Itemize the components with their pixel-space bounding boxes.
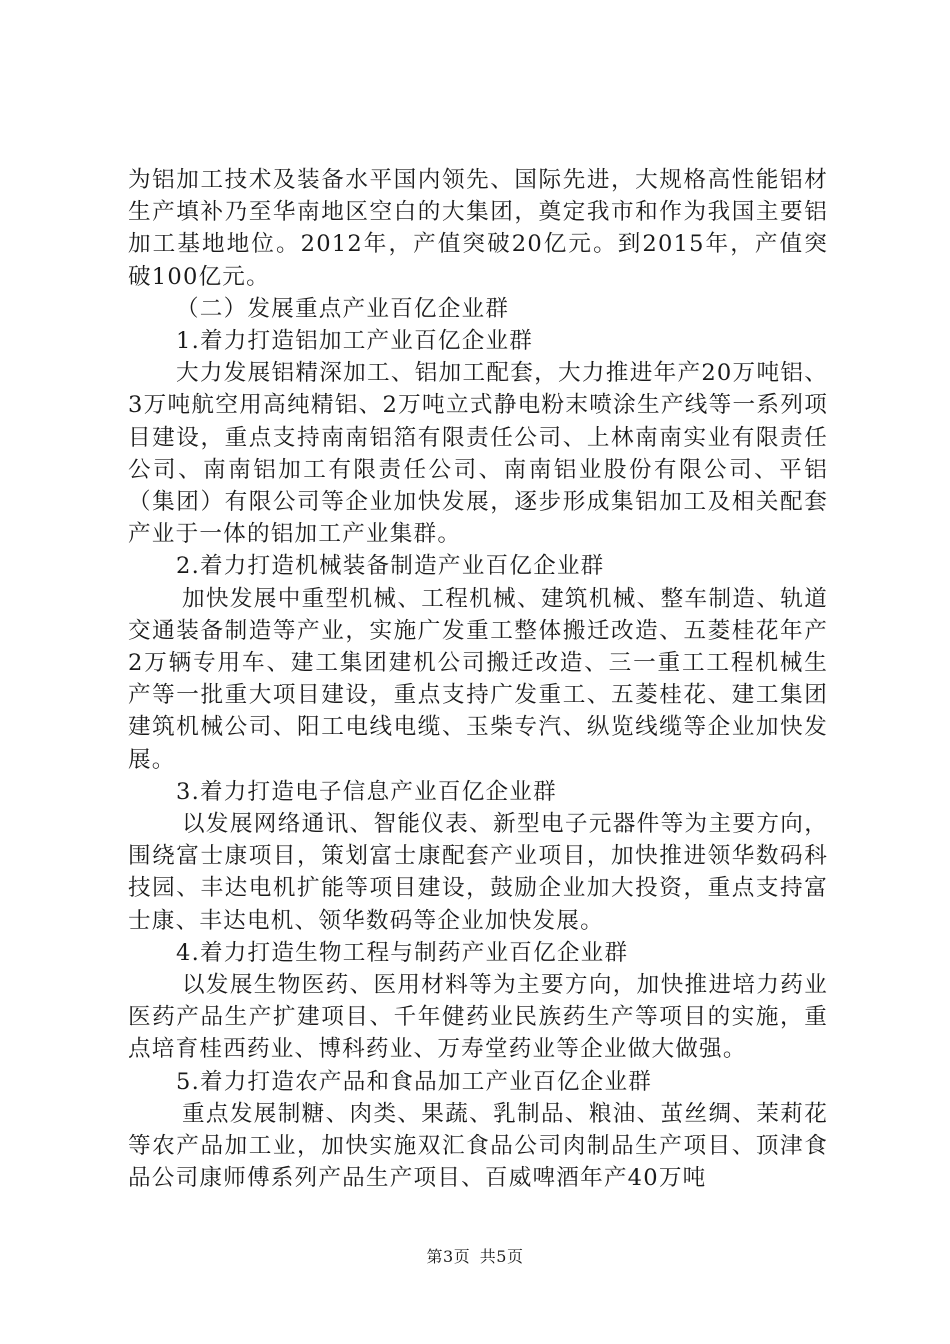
subsection-heading-electronics: 3.着力打造电子信息产业百亿企业群 (176, 778, 557, 805)
page-footer (0, 1244, 950, 1267)
page-total: 共5页 (479, 1247, 524, 1266)
subsection-heading-machinery: 2.着力打造机械装备制造产业百亿企业群 (176, 553, 605, 580)
page-number: 第3页 (426, 1247, 471, 1266)
subsection-heading-aluminum: 1.着力打造铝加工产业百亿企业群 (176, 328, 534, 355)
body-paragraph-pharma: 以发展生物医药、医用材料等为主要方向，加快推进培力药业医药产品生产扩建项目、千年健药业民族药生产等项目的实施，重点培育桂西药业、博科药业、万寿堂药业等企业做大做强。 (128, 972, 828, 1063)
document-body (128, 164, 828, 1195)
body-paragraph-food: 重点发展制糖、肉类、果蔬、乳制品、粮油、茧丝绸、茉莉花等农产品加工业，加快实施双汇食品公司肉制品生产项目、顶津食品公司康师傅系列产品生产项目、百威啤酒年产40万吨 (128, 1100, 828, 1192)
subsection-heading-food: 5.着力打造农产品和食品加工产业百亿企业群 (176, 1068, 653, 1095)
body-paragraph-electronics: 以发展网络通讯、智能仪表、新型电子元器件等为主要方向，围绕富士康项目，策划富士康配套产业项目，加快推进领华数码科技园、丰达电机扩能等项目建设，鼓励企业加大投资，重点支持富士康、丰达电机、领华数码等企业加快发展。 (128, 811, 828, 934)
subsection-heading-pharma: 4.着力打造生物工程与制药产业百亿企业群 (176, 939, 629, 966)
section-heading: （二）发展重点产业百亿企业群 (176, 295, 510, 322)
body-paragraph-continued: 为铝加工技术及装备水平国内领先、国际先进，大规格高性能铝材生产填补乃至华南地区空白的大集团，奠定我市和作为我国主要铝加工基地地位。2012年，产值突破20亿元。到2015年，产值突破100亿元。 (128, 167, 828, 290)
body-paragraph-machinery: 加快发展中重型机械、工程机械、建筑机械、整车制造、轨道交通装备制造等产业，实施广发重工整体搬迁改造、五菱桂花年产2万辆专用车、建工集团建机公司搬迁改造、三一重工工程机械生产等一批重大项目建设，重点支持广发重工、五菱桂花、建工集团建筑机械公司、阳工电线电缆、玉柴专汽、纵览线缆等企业加快发展。 (128, 585, 828, 773)
body-paragraph-aluminum: 大力发展铝精深加工、铝加工配套，大力推进年产20万吨铝、3万吨航空用高纯精铝、2万吨立式静电粉末喷涂生产线等一系列项目建设，重点支持南南铝箔有限责任公司、上林南南实业有限责任公司、南南铝加工有限责任公司、南南铝业股份有限公司、平铝（集团）有限公司等企业加快发展，逐步形成集铝加工及相关配套产业于一体的铝加工产业集群。 (128, 360, 828, 548)
